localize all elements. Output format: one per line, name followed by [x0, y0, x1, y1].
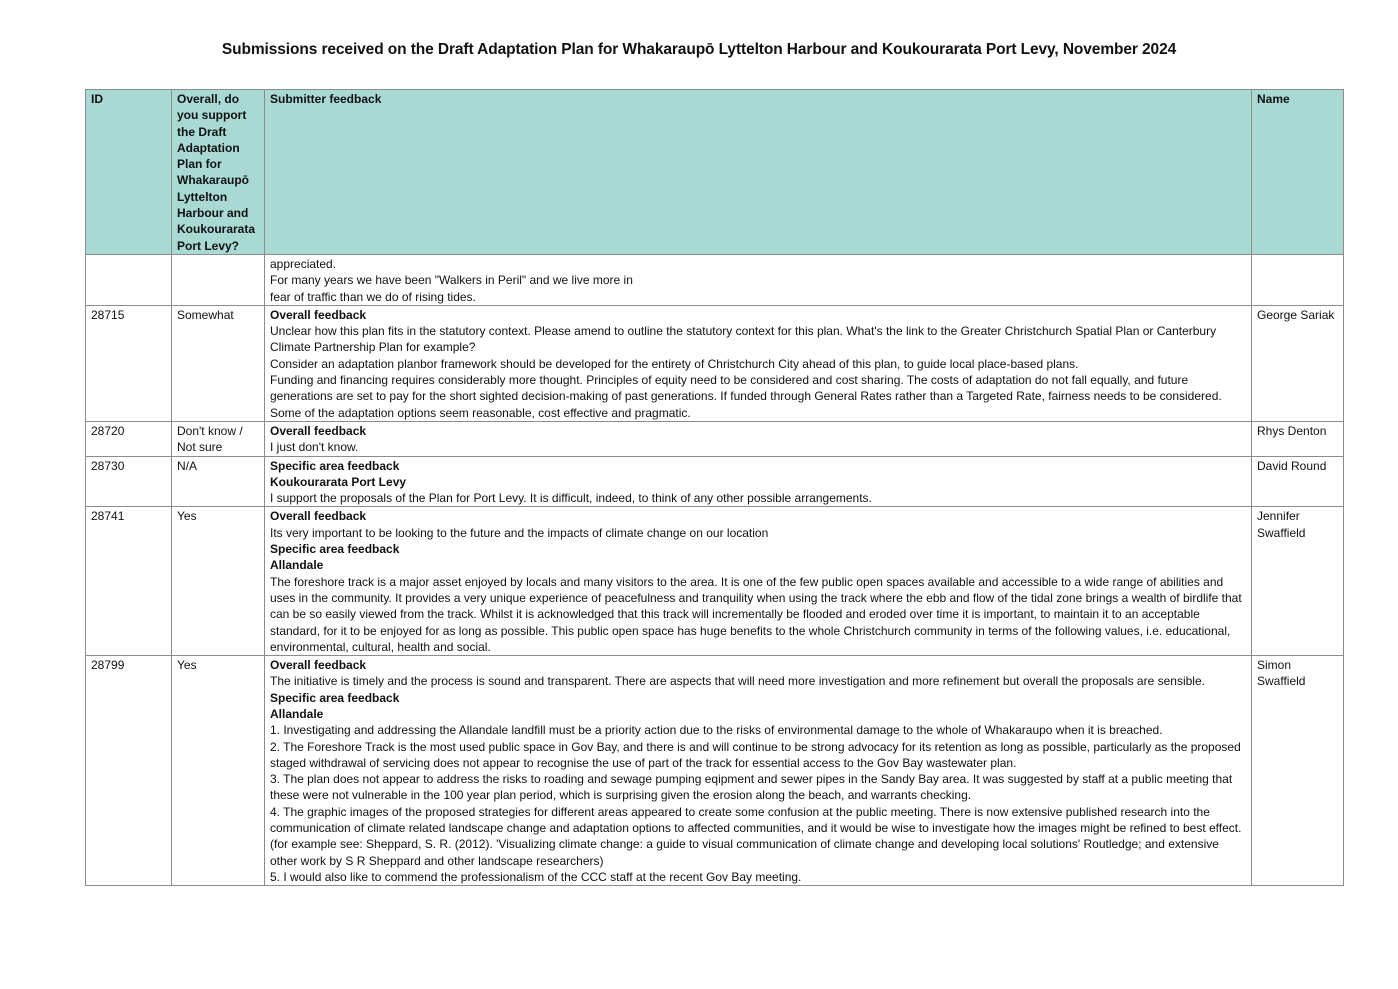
- cell-feedback: [265, 421, 1252, 456]
- cell-feedback: [265, 656, 1252, 886]
- cell-name: [1252, 254, 1344, 305]
- cell-name: David Round: [1252, 456, 1344, 507]
- submissions-table: [85, 89, 1344, 886]
- feedback-text: 4. The graphic images of the proposed strategies for different areas appeared to create some confusion at the public meeting. There is now extensive published research into the communication of climate related landscape change and adaptation options to affected communities, and it would be wise to investigate how the images might be refined to best effect.: [270, 804, 1242, 836]
- feedback-heading: Specific area feedback: [270, 542, 400, 557]
- cell-name: Rhys Denton: [1252, 421, 1344, 456]
- table-row: [86, 305, 1344, 421]
- feedback-heading: Overall feedback: [270, 509, 367, 524]
- feedback-heading: Specific area feedback: [270, 690, 400, 705]
- feedback-heading: Overall feedback: [270, 307, 367, 322]
- feedback-text: (for example see: Sheppard, S. R. (2012). 'Visualizing climate change: a guide to visual communication of climate change and developing local solutions' Routledge; and extensive other work by S R Sheppard and other landscape researchers): [270, 837, 1219, 868]
- feedback-text: 5. I would also like to commend the professionalism of the CCC staff at the recent Gov Bay meeting.: [270, 869, 802, 884]
- table-header: [86, 90, 1344, 255]
- cell-support: Somewhat: [172, 305, 265, 421]
- feedback-text: The initiative is timely and the process is sound and transparent. There are aspects that will need more investigation and more refinement but overall the proposals are sensible.: [270, 674, 1205, 689]
- header-support: Overall, do you support the Draft Adaptation Plan for Whakaraupō Lyttelton Harbour and Koukourarata Port Levy?: [172, 90, 265, 255]
- feedback-text: 3. The plan does not appear to address the risks to roading and sewage pumping eqipment and sewer pipes in the Sandy Bay area. It was suggested by staff at a public meeting that these were not vulnerable in the 100 year plan period, which is surprising given the erosion along the beach, and warrants checking.: [270, 772, 1233, 803]
- feedback-text: Consider an adaptation planbor framework should be developed for the entirety of Christchurch City ahead of this plan, to guide local place-based plans.: [270, 356, 1079, 371]
- cell-id: [86, 254, 172, 305]
- feedback-text: I just don't know.: [270, 440, 359, 455]
- cell-feedback: [265, 507, 1252, 656]
- table-header-row: [86, 90, 1344, 255]
- feedback-heading: Allandale: [270, 558, 324, 573]
- feedback-text: 1. Investigating and addressing the Allandale landfill must be a priority action due to the risks of environmental damage to the whole of Whakaraupo when it is breached.: [270, 723, 1163, 738]
- table-body: [86, 254, 1344, 885]
- table-row: [86, 656, 1344, 886]
- cell-support: Yes: [172, 656, 265, 886]
- cell-name: George Sariak: [1252, 305, 1344, 421]
- cell-id: 28799: [86, 656, 172, 886]
- cell-id: 28715: [86, 305, 172, 421]
- header-name: Name: [1252, 90, 1344, 255]
- feedback-text: I support the proposals of the Plan for Port Levy. It is difficult, indeed, to think of any other possible arrangements.: [270, 491, 872, 506]
- table-row: [86, 421, 1344, 456]
- feedback-heading: Koukourarata Port Levy: [270, 474, 407, 489]
- cell-id: 28741: [86, 507, 172, 656]
- cell-feedback: [265, 254, 1252, 305]
- feedback-text: Some of the adaptation options seem reasonable, cost effective and pragmatic.: [270, 405, 691, 420]
- cell-name: Jennifer Swaffield: [1252, 507, 1344, 656]
- feedback-heading: Allandale: [270, 706, 324, 721]
- header-id: ID: [86, 90, 172, 255]
- cell-support: [172, 254, 265, 305]
- header-feedback: Submitter feedback: [265, 90, 1252, 255]
- cell-support: Don't know / Not sure: [172, 421, 265, 456]
- feedback-heading: Overall feedback: [270, 658, 367, 673]
- table-row: [86, 254, 1344, 305]
- cell-id: 28720: [86, 421, 172, 456]
- feedback-text: Its very important to be looking to the future and the impacts of climate change on our location: [270, 525, 769, 540]
- feedback-text: 2. The Foreshore Track is the most used public space in Gov Bay, and there is and will continue to be strong advocacy for its retention as long as possible, particularly as the proposed staged withdrawal of servicing does not appear to recognise the use of part of the track for essential access to the Gov Bay wastewater plan.: [270, 739, 1241, 770]
- cell-feedback: [265, 456, 1252, 507]
- cell-support: N/A: [172, 456, 265, 507]
- feedback-text: Unclear how this plan fits in the statutory context. Please amend to outline the statutory context for this plan. What's the link to the Greater Christchurch Spatial Plan or Canterbury Climate Partnership Plan for example?: [270, 324, 1217, 355]
- cell-feedback: [265, 305, 1252, 421]
- page-title: Submissions received on the Draft Adaptation Plan for Whakaraupō Lyttelton Harbour and Koukourarata Port Levy, November 2024: [221, 41, 1177, 58]
- feedback-heading: Specific area feedback: [270, 458, 400, 473]
- cell-id: 28730: [86, 456, 172, 507]
- feedback-text: Funding and financing requires considerably more thought. Principles of equity need to be considered and cost sharing. The costs of adaptation do not fall equally, and future generations are set to pay for the short sighted decision-making of past generations. If funded through General Rates rather than a Targeted Rate, fairness needs to be considered.: [270, 373, 1222, 404]
- table-row: [86, 507, 1344, 656]
- feedback-text: The foreshore track is a major asset enjoyed by locals and many visitors to the area. It is one of the few public open spaces available and accessible to a wide range of abilities and uses in the community. It provides a very unique experience of peacefulness and tranquility when using the track where the ebb and flow of the tidal zone brings a wealth of birdlife that can be so easily viewed from the track. Whilst it is acknowledged that this track will incrementally be flooded and eroded over time it is important, to maintain it to an acceptable standard, for it to be enjoyed for as long as possible. This public open space has huge benefits to the whole Christchurch community in terms of the following values, i.e. educational, environmental, cultural, health and social.: [270, 574, 1242, 654]
- cell-support: Yes: [172, 507, 265, 656]
- feedback-text: fear of traffic than we do of rising tides.: [270, 289, 476, 304]
- table-row: [86, 456, 1344, 507]
- cell-name: Simon Swaffield: [1252, 656, 1344, 886]
- feedback-text: appreciated.: [270, 256, 337, 271]
- feedback-text: For many years we have been "Walkers in Peril" and we live more in: [270, 273, 633, 288]
- feedback-heading: Overall feedback: [270, 423, 367, 438]
